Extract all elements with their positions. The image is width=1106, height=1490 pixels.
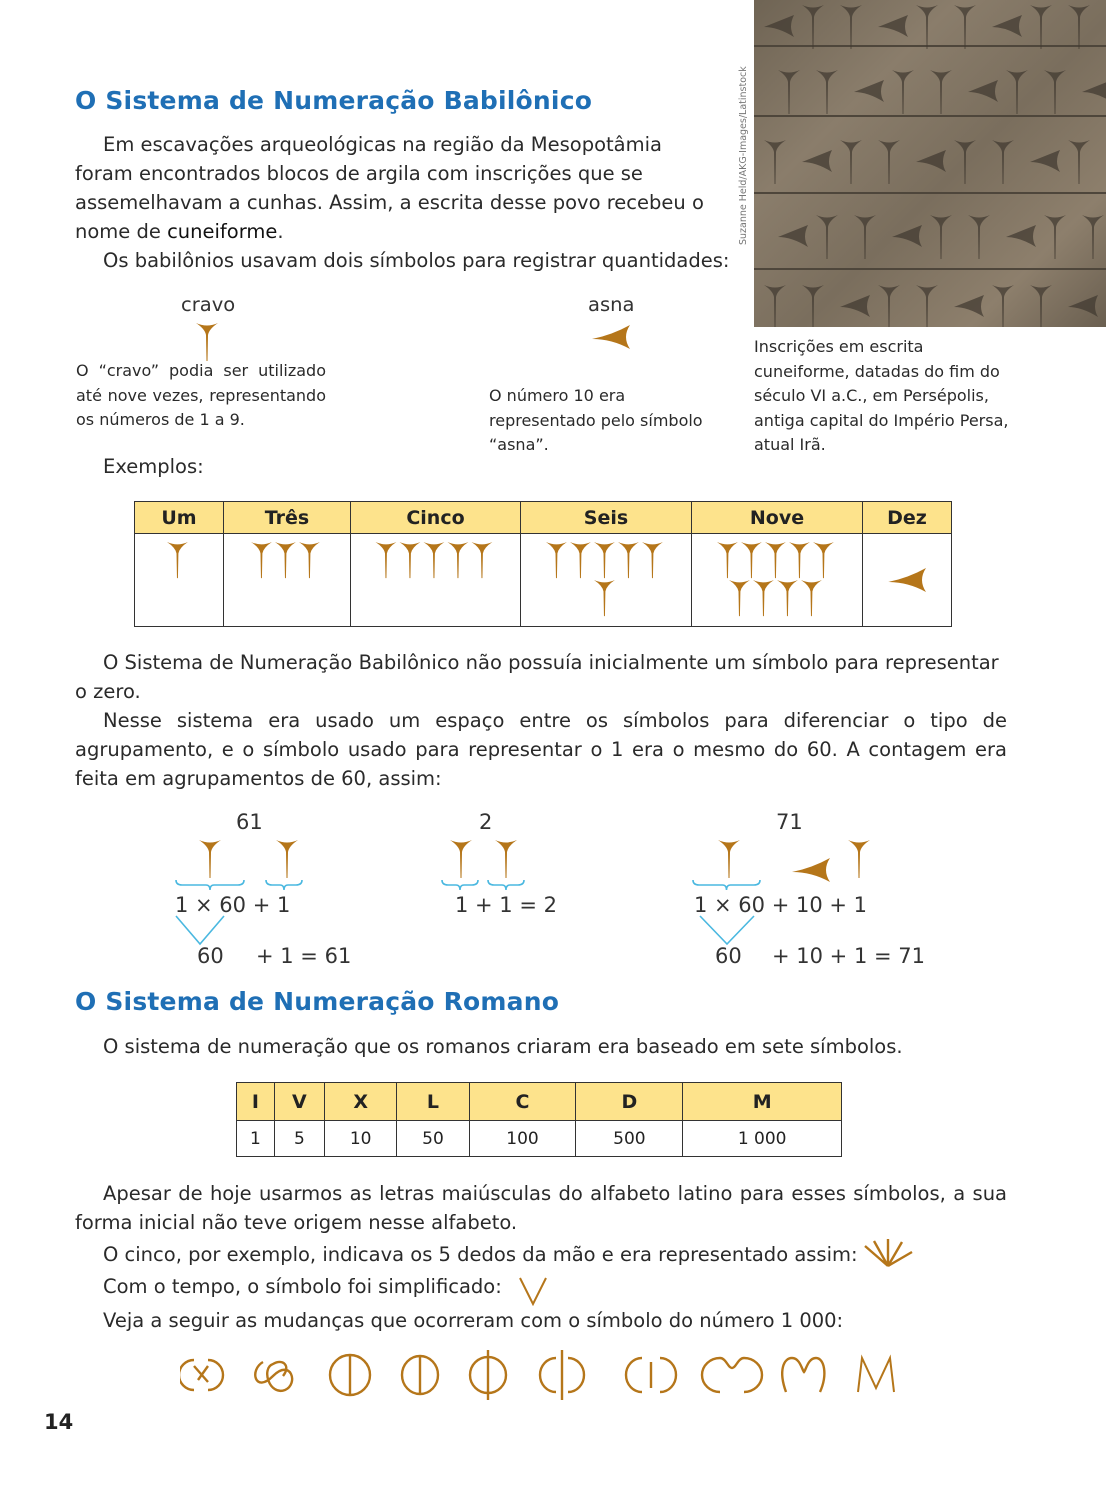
roman-symbol-I: I [237,1083,275,1121]
cravo-symbol [753,580,774,616]
example-symbols-2 [351,534,521,627]
example-header-0: Um [135,502,224,534]
thousand-symbol-4 [402,1356,438,1394]
cravo-symbol [777,580,798,616]
example-71-title: 71 [776,810,803,834]
cravo-symbol [196,323,218,361]
thousand-symbol-1 [180,1360,223,1390]
cravo-symbol [448,542,469,578]
roman-symbol-L: L [397,1083,469,1121]
section-title-roman: O Sistema de Numeração Romano [75,987,560,1016]
v-symbol [517,1274,549,1306]
example-header-5: Dez [863,502,952,534]
roman-value-M: 1 000 [683,1121,842,1157]
photo-credit: Suzanne Held/AKG-Images/Latinstock [738,66,749,245]
zero-paragraph: O Sistema de Numeração Babilônico não possuía inicialmente um símbolo para representar o zero. [75,651,999,703]
cravo-symbol [642,542,663,578]
brace [488,880,524,890]
cravo-symbol [376,542,397,578]
example-symbols-4 [692,534,863,627]
cravo-symbol [276,840,298,878]
roman-value-I: 1 [237,1121,275,1157]
roman-value-X: 10 [324,1121,396,1157]
roman-symbol-C: C [469,1083,576,1121]
group-arrow [700,916,754,944]
examples-label: Exemplos: [103,455,204,478]
cravo-symbol [546,542,567,578]
five-text: O cinco, por exemplo, indicava os 5 dedos da mão e era representado assim: [103,1243,858,1266]
page-number: 14 [44,1410,74,1434]
asna-symbol [888,568,926,592]
group-arrow [176,916,224,944]
thousand-symbol-8 [702,1358,762,1392]
term-cuneiforme: cuneiforme [167,220,278,243]
thousand-symbol-10 [858,1358,894,1392]
roman-symbols-table [236,1082,842,1157]
section-title-babylonian: O Sistema de Numeração Babilônico [75,86,593,115]
cravo-symbol [199,840,221,878]
asna-symbol [592,325,630,349]
example-header-4: Nove [692,502,863,534]
thousand-symbol-3 [330,1355,370,1395]
asna-icon [592,325,632,355]
thousand-symbol-5 [470,1350,506,1400]
example-61-result: + 1 = 61 [256,944,352,968]
brace [693,880,760,890]
cravo-symbol [450,840,472,878]
asna-symbol [792,858,830,882]
example-symbols-3 [521,534,692,627]
cravo-label: cravo [181,293,236,316]
roman-paragraph-origin: Apesar de hoje usarmos as letras maiúsculas do alfabeto latino para esses símbolos, a sua forma inicial não teve origem nesse alfabeto. [75,1182,1007,1234]
cravo-symbol [424,542,445,578]
example-71-group: 60 [715,944,742,968]
example-header-3: Seis [521,502,692,534]
example-symbols-1 [224,534,351,627]
cravo-symbol [718,840,740,878]
roman-intro: O sistema de numeração que os romanos criaram era baseado em sete símbolos. [103,1035,903,1058]
cravo-symbol [275,542,296,578]
cravo-symbol [789,542,810,578]
example-61-group: 60 [197,944,224,968]
roman-symbol-M: M [683,1083,842,1121]
example-71-expression: 1 × 60 + 10 + 1 [694,893,868,917]
roman-symbol-D: D [576,1083,683,1121]
cravo-symbol [570,542,591,578]
example-2-title: 2 [479,810,493,834]
thousand-symbol-7 [626,1358,676,1392]
photo-caption: Inscrições em escrita cuneiforme, datadas do fim do século VI a.C., em Persépolis, antiga capital do Império Persa, atual Irã. [754,337,1009,454]
brace [442,880,478,890]
thousand-symbol-9 [782,1358,824,1392]
thousand-symbol-2 [255,1362,292,1391]
cravo-symbol [813,542,834,578]
example-header-2: Cinco [351,502,521,534]
thousand-symbol-6 [540,1350,584,1400]
cravo-description: O “cravo” podia ser utilizado até nove vezes, representando os números de 1 a 9. [76,361,326,429]
symbols-intro: Os babilônios usavam dois símbolos para registrar quantidades: [103,249,730,272]
cravo-symbol [495,840,517,878]
roman-symbol-V: V [274,1083,324,1121]
cravo-symbol [801,580,822,616]
example-header-1: Três [224,502,351,534]
thousand-symbol-evolution [180,1350,910,1400]
grouping-paragraph: Nesse sistema era usado um espaço entre os símbolos para diferenciar o tipo de agrupamento, e o símbolo usado para representar o 1 era o mesmo do 60. A contagem era feita em agrupamentos de 60, assim: [75,709,1007,790]
cravo-symbol [299,542,320,578]
example-symbols-0 [135,534,224,627]
example-61-expression: 1 × 60 + 1 [175,893,291,917]
intro-paragraph [75,130,715,246]
brace [266,880,302,890]
cravo-symbol [717,542,738,578]
cravo-symbol [729,580,750,616]
cuneiform-photo [754,0,1106,327]
roman-symbol-X: X [324,1083,396,1121]
cravo-symbol [848,840,870,878]
roman-value-C: 100 [469,1121,576,1157]
example-71-result: + 10 + 1 = 71 [772,944,925,968]
cravo-symbol [741,542,762,578]
five-fingers-symbol [862,1238,914,1270]
asna-description: O número 10 era representado pelo símbolo “asna”. [489,386,703,454]
roman-value-V: 5 [274,1121,324,1157]
cravo-symbol [765,542,786,578]
babylonian-examples-table [134,501,952,627]
cravo-symbol [472,542,493,578]
cravo-symbol [167,542,188,578]
roman-paragraph-thousand: Veja a seguir as mudanças que ocorreram com o símbolo do número 1 000: [103,1309,844,1332]
cravo-symbol [618,542,639,578]
cravo-symbol [594,542,615,578]
cravo-symbol [400,542,421,578]
cuneiform-inscription-image [754,0,1106,327]
example-61-title: 61 [236,810,263,834]
cravo-symbol [251,542,272,578]
asna-label: asna [588,293,635,316]
example-2-expression: 1 + 1 = 2 [455,893,557,917]
roman-value-L: 50 [397,1121,469,1157]
roman-paragraph-five [75,1240,858,1269]
example-symbols-5 [863,534,952,627]
brace [176,880,244,890]
roman-paragraph-simplified: Com o tempo, o símbolo foi simplificado: [103,1275,502,1298]
intro-text: Em escavações arqueológicas na região da Mesopotâmia foram encontrados blocos de argila com inscrições que se assemelhavam a cunhas. Assim, a escrita desse povo recebeu o nome de [75,133,704,243]
intro-end: . [277,220,284,243]
cravo-symbol [594,580,615,616]
roman-value-D: 500 [576,1121,683,1157]
